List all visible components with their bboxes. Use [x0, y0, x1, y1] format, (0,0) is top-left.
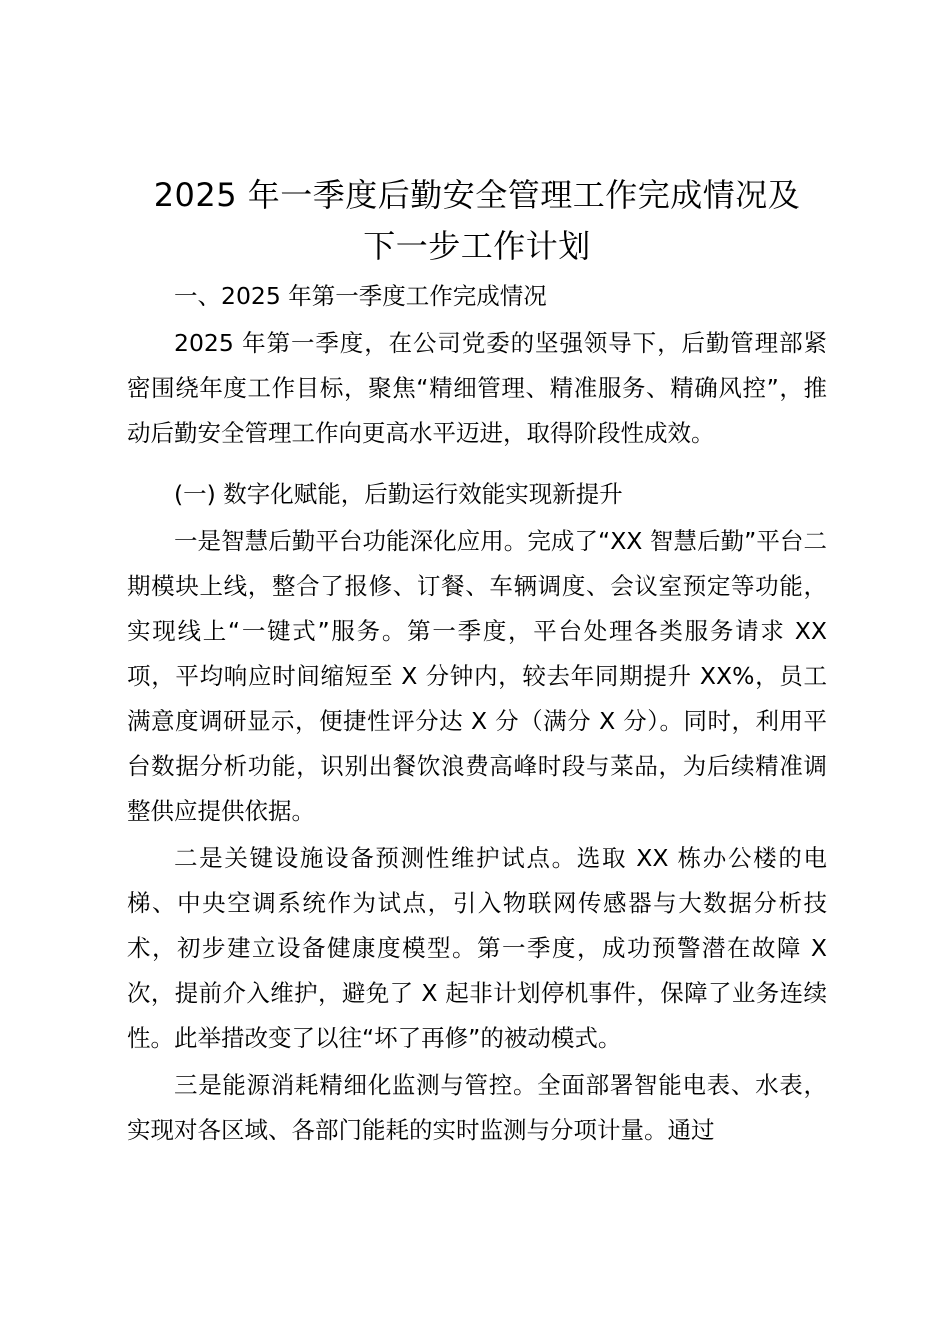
subsection-heading: (一) 数字化赋能，后勤运行效能实现新提升: [174, 480, 623, 508]
document-body: [127, 274, 827, 1153]
intro-paragraph: 2025 年第一季度，在公司党委的坚强领导下，后勤管理部紧密围绕年度工作目标，聚焦“精细管理、精准服务、精确风控”，推动后勤安全管理工作向更高水平迈进，取得阶段性成效。: [127, 329, 827, 447]
paragraph-energy-monitoring: 三是能源消耗精细化监测与管控。全面部署智能电表、水表，实现对各区域、各部门能耗的实时监测与分项计量。通过: [127, 1071, 827, 1144]
title-line-2: 下一步工作计划: [363, 227, 591, 265]
paragraph-smart-logistics: 一是智慧后勤平台功能深化应用。完成了“XX 智慧后勤”平台二期模块上线，整合了报修、订餐、车辆调度、会议室预定等功能，实现线上“一键式”服务。第一季度，平台处理各类服务请求 XX 项，平均响应时间缩短至 X 分钟内，较去年同期提升 XX%，员工满意度调研显示，便捷性评分达 X 分（满分 X 分）。同时，利用平台数据分析功能，识别出餐饮浪费高峰时段与菜品，为后续精准调整供应提供依据。: [127, 527, 827, 825]
section-heading: 一、2025 年第一季度工作完成情况: [174, 282, 547, 310]
paragraph-predictive-maintenance: 二是关键设施设备预测性维护试点。选取 XX 栋办公楼的电梯、中央空调系统作为试点，引入物联网传感器与大数据分析技术，初步建立设备健康度模型。第一季度，成功预警潜在故障 X 次，提前介入维护，避免了 X 起非计划停机事件，保障了业务连续性。此举措改变了以往“坏了再修”的被动模式。: [127, 844, 827, 1052]
document-page: [127, 170, 827, 1153]
document-title: [127, 170, 827, 272]
title-line-1: 2025 年一季度后勤安全管理工作完成情况及: [153, 176, 801, 214]
